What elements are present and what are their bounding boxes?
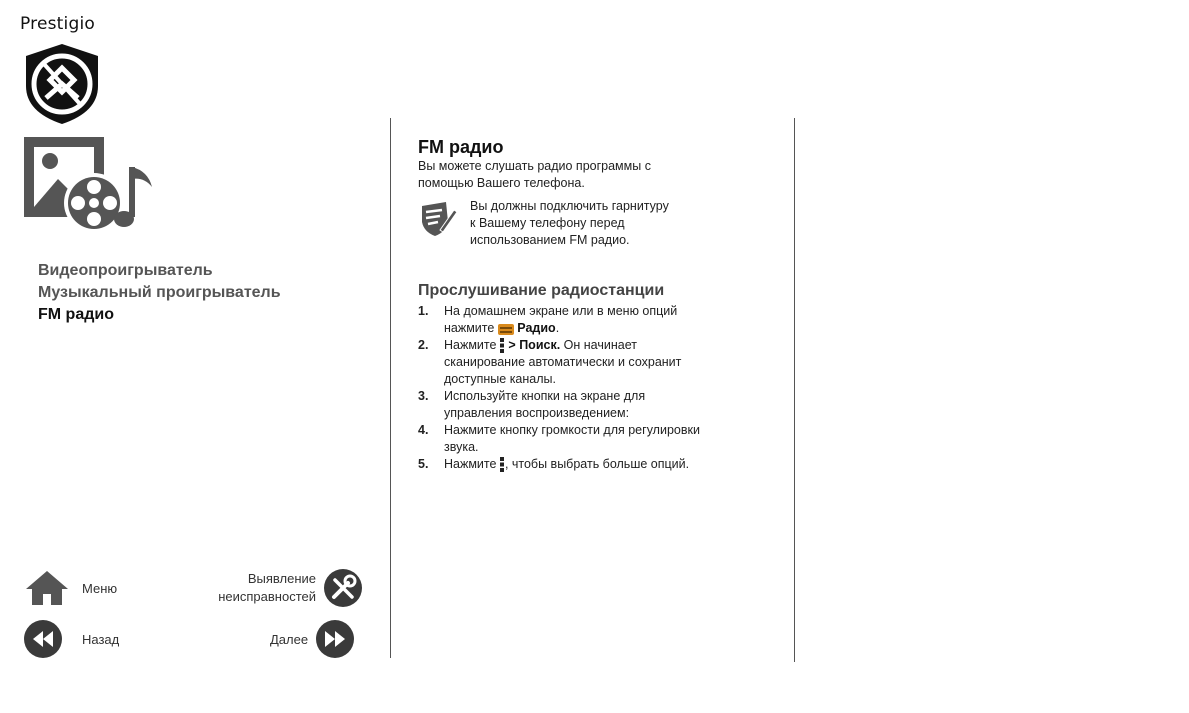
note-block	[418, 198, 763, 249]
brand-name: Prestigio	[20, 14, 95, 34]
note-line-2: к Вашему телефону перед	[470, 216, 625, 230]
note-icon	[418, 200, 458, 238]
section-subtitle: Прослушивание радиостанции	[418, 282, 665, 299]
section-item-music-player[interactable]: Музыкальный проигрыватель	[38, 284, 281, 301]
left-divider	[390, 118, 391, 658]
note-line-1: Вы должны подключить гарнитуру	[470, 199, 669, 213]
right-divider	[794, 118, 795, 662]
home-icon	[24, 569, 70, 607]
list-item: 2. Нажмите > Поиск. Он начинает сканирование автоматически и сохранит доступные каналы.	[418, 338, 682, 386]
menu-label: Меню	[82, 580, 118, 596]
list-item: 4. Нажмите кнопку громкости для регулировки звука.	[418, 423, 700, 454]
more-options-icon	[500, 338, 505, 353]
page-title: FM радио	[418, 137, 504, 157]
list-item: 5. Нажмите , чтобы выбрать больше опций.	[418, 457, 690, 471]
list-item: 1. На домашнем экране или в меню опций нажмите Радио.	[418, 304, 678, 335]
troubleshoot-label-line1: Выявление	[247, 571, 316, 586]
next-button[interactable]	[270, 620, 354, 658]
back-label: Назад	[82, 631, 120, 647]
troubleshoot-label-line2: неисправностей	[218, 589, 316, 604]
intro-line-1: Вы можете слушать радио программы с	[418, 159, 651, 173]
section-list	[38, 260, 281, 326]
section-item-fm-radio[interactable]: FM радио	[38, 306, 114, 323]
section-item-video-player[interactable]: Видеопроигрыватель	[38, 262, 213, 279]
rewind-icon	[24, 620, 62, 658]
troubleshooting-button[interactable]	[190, 569, 362, 607]
next-label: Далее	[270, 631, 309, 647]
prestigio-logo-icon	[22, 42, 102, 126]
media-player-icon	[24, 137, 160, 235]
back-button[interactable]	[24, 620, 119, 658]
radio-app-icon	[498, 322, 514, 336]
menu-button[interactable]	[24, 569, 117, 607]
steps-list	[418, 303, 763, 473]
fast-forward-icon	[316, 620, 354, 658]
tools-icon	[324, 569, 362, 607]
intro-line-2: помощью Вашего телефона.	[418, 176, 585, 190]
note-line-3: использованием FM радио.	[470, 233, 630, 247]
content-area	[418, 136, 763, 473]
list-item: 3. Используйте кнопки на экране для управления воспроизведением:	[418, 389, 646, 420]
